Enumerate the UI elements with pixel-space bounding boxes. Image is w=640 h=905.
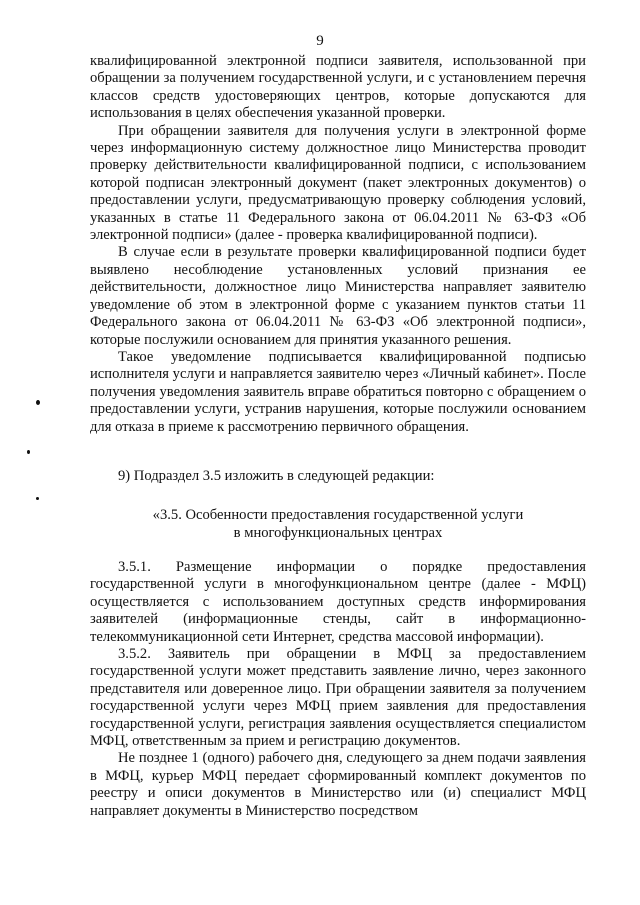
scan-speck (36, 400, 40, 405)
scan-speck (36, 497, 39, 500)
paragraph: квалифицированной электронной подписи заявителя, использованной при обращении за получением государственной услуги, и с установлением перечня классов средств удостоверяющих центров, которые допускаются для использования в целях обеспечения указанной проверки. (90, 53, 586, 122)
page-number: 9 (316, 33, 324, 49)
section-heading (90, 506, 586, 542)
paragraph: 3.5.2. Заявитель при обращении в МФЦ за предоставлением государственной услуги может представить заявление лично, через законного представителя или доверенное лицо. При обращении заявителя за получением государственной услуги через МФЦ прием заявления для предоставления государственной услуги, регистрация заявления осуществляется специалистом МФЦ, ответственным за прием и регистрацию документов. (90, 646, 586, 750)
amendment-line: 9) Подраздел 3.5 изложить в следующей редакции: (118, 468, 435, 484)
paragraph: При обращении заявителя для получения услуги в электронной форме через информационную систему должностное лицо Министерства проводит проверку действительности квалифицированной подписи, с использованием которой подписан электронный документ (пакет электронных документов) о предоставлении услуги, предусматривающую проверку соблюдения условий, указанных в статье 11 Федерального закона от 06.04.2011 № 63-ФЗ «Об электронной подписи» (далее - проверка квалифицированной подписи). (90, 122, 586, 244)
text-block-top (90, 53, 586, 436)
section-heading-line-1: «3.5. Особенности предоставления государственной услуги (152, 507, 524, 523)
paragraph: В случае если в результате проверки квалифицированной подписи будет выявлено несоблюдение установленных условий признания ее действительности, должностное лицо Министерства направляет заявителю уведомление об этом в электронной форме с указанием пунктов статьи 11 Федерального закона от 06.04.2011 № 63-ФЗ «Об электронной подписи», которые послужили основанием для принятия указанного решения. (90, 244, 586, 348)
paragraph: 3.5.1. Размещение информации о порядке предоставления государственной услуги в многофункциональном центре (далее - МФЦ) осуществляется с использованием доступных средств информирования заявителей (информационные стенды, сайт в информационно-телекоммуникационной сети Интернет, средства массовой информации). (90, 559, 586, 645)
text-block-bottom (90, 559, 586, 820)
scan-speck (27, 450, 30, 454)
paragraph: Не позднее 1 (одного) рабочего дня, следующего за днем подачи заявления в МФЦ, курьер МФЦ передает сформированный комплект документов по реестру и описи документов в Министерство или (и) специалист МФЦ направляет документы в Министерство посредством (90, 750, 586, 819)
paragraph: Такое уведомление подписывается квалифицированной подписью исполнителя услуги и направляется заявителю через «Личный кабинет». После получения уведомления заявитель вправе обратиться повторно с обращением о предоставлении услуги, устранив нарушения, которые послужили основанием для отказа в приеме к рассмотрению первичного обращения. (90, 348, 586, 435)
section-heading-line-2: в многофункциональных центрах (233, 525, 443, 541)
